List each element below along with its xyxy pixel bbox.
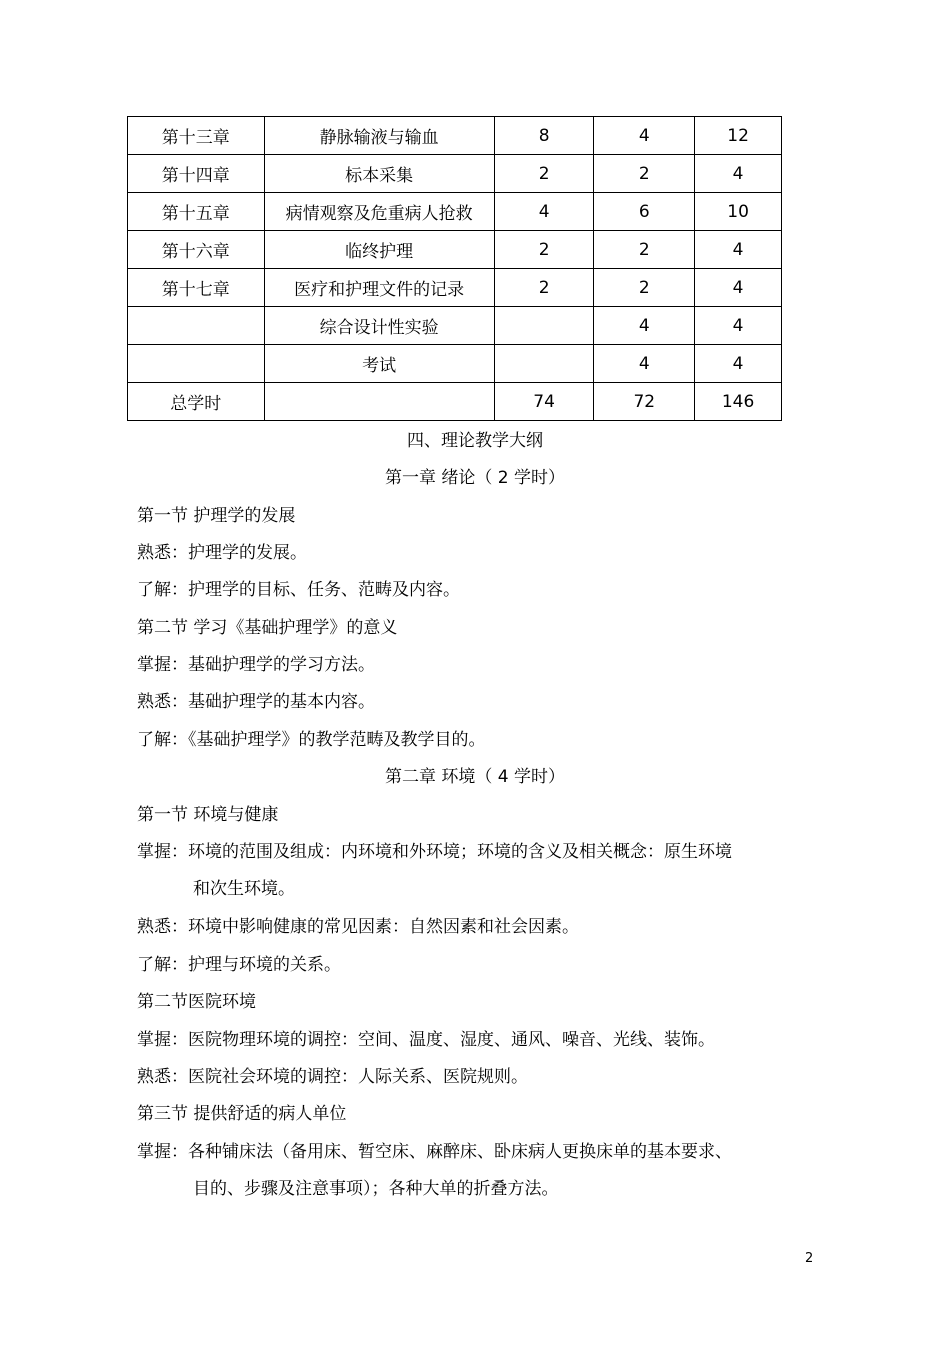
- chapter2-title: 第二章 环境（ 4 学时）: [384, 767, 566, 787]
- table-row: [128, 155, 782, 193]
- chapter1-section2-title: 第二节 学习《基础护理学》的意义: [137, 618, 398, 638]
- chapter2-section3-title: 第三节 提供舒适的病人单位: [137, 1104, 347, 1124]
- chapter1-section2-line1: 掌握：基础护理学的学习方法。: [137, 655, 375, 675]
- practice-hours-cell: 4: [594, 117, 695, 155]
- section-title: 四、理论教学大纲: [407, 431, 543, 451]
- chapter-cell: [128, 307, 265, 345]
- chapter2-section3-line1a: 掌握：各种铺床法（备用床、暂空床、麻醉床、卧床病人更换床单的基本要求、: [137, 1142, 732, 1162]
- chapter2-section3-line1b: 目的、步骤及注意事项）；各种大单的折叠方法。: [193, 1179, 559, 1199]
- practice-hours-cell: 6: [594, 193, 695, 231]
- chapter-cell: 第十七章: [128, 269, 265, 307]
- theory-hours-cell: [494, 345, 594, 383]
- total-hours-cell: 4: [695, 307, 782, 345]
- topic-cell: 临终护理: [264, 231, 494, 269]
- chapter2-section1-line1b: 和次生环境。: [193, 879, 295, 899]
- table-row: [128, 383, 782, 421]
- chapter1-title: 第一章 绪论（ 2 学时）: [384, 468, 566, 488]
- chapter1-section1-title: 第一节 护理学的发展: [137, 506, 296, 526]
- theory-hours-cell: 74: [494, 383, 594, 421]
- table-row: [128, 193, 782, 231]
- chapter-cell: 总学时: [128, 383, 265, 421]
- practice-hours-cell: 4: [594, 345, 695, 383]
- chapter2-section1-title: 第一节 环境与健康: [137, 805, 279, 825]
- chapter-cell: 第十五章: [128, 193, 265, 231]
- practice-hours-cell: 2: [594, 231, 695, 269]
- total-hours-cell: 4: [695, 269, 782, 307]
- theory-hours-cell: 2: [494, 231, 594, 269]
- chapter1-section1-line2: 了解：护理学的目标、任务、范畴及内容。: [137, 580, 460, 600]
- chapter2-section2-title: 第二节医院环境: [137, 992, 256, 1012]
- topic-cell: 综合设计性实验: [264, 307, 494, 345]
- chapter-cell: 第十四章: [128, 155, 265, 193]
- theory-hours-cell: 2: [494, 269, 594, 307]
- chapter2-section1-line2: 熟悉：环境中影响健康的常见因素：自然因素和社会因素。: [137, 917, 579, 937]
- table-row: [128, 345, 782, 383]
- chapter1-section2-line2: 熟悉：基础护理学的基本内容。: [137, 692, 375, 712]
- theory-hours-cell: 8: [494, 117, 594, 155]
- chapter-cell: [128, 345, 265, 383]
- total-hours-cell: 146: [695, 383, 782, 421]
- theory-hours-cell: 2: [494, 155, 594, 193]
- table-row: [128, 307, 782, 345]
- class-hours-table-body: [128, 117, 782, 421]
- topic-cell: [264, 383, 494, 421]
- chapter1-section1-line1: 熟悉：护理学的发展。: [137, 543, 307, 563]
- total-hours-cell: 4: [695, 155, 782, 193]
- theory-hours-cell: 4: [494, 193, 594, 231]
- table-row: [128, 231, 782, 269]
- practice-hours-cell: 72: [594, 383, 695, 421]
- total-hours-cell: 10: [695, 193, 782, 231]
- chapter2-section2-line2: 熟悉：医院社会环境的调控：人际关系、医院规则。: [137, 1067, 528, 1087]
- topic-cell: 标本采集: [264, 155, 494, 193]
- topic-cell: 病情观察及危重病人抢救: [264, 193, 494, 231]
- topic-cell: 医疗和护理文件的记录: [264, 269, 494, 307]
- chapter-cell: 第十三章: [128, 117, 265, 155]
- practice-hours-cell: 2: [594, 155, 695, 193]
- table-row: [128, 269, 782, 307]
- table-row: [128, 117, 782, 155]
- class-hours-table: [127, 116, 782, 421]
- page-number: 2: [805, 1251, 814, 1266]
- practice-hours-cell: 2: [594, 269, 695, 307]
- practice-hours-cell: 4: [594, 307, 695, 345]
- chapter2-section2-line1: 掌握：医院物理环境的调控：空间、温度、湿度、通风、噪音、光线、装饰。: [137, 1030, 715, 1050]
- topic-cell: 考试: [264, 345, 494, 383]
- chapter2-section1-line3: 了解：护理与环境的关系。: [137, 955, 341, 975]
- chapter1-section2-line3: 了解：《基础护理学》的教学范畴及教学目的。: [137, 730, 486, 750]
- chapter2-section1-line1a: 掌握：环境的范围及组成：内环境和外环境；环境的含义及相关概念：原生环境: [137, 842, 732, 862]
- chapter-cell: 第十六章: [128, 231, 265, 269]
- total-hours-cell: 12: [695, 117, 782, 155]
- total-hours-cell: 4: [695, 345, 782, 383]
- total-hours-cell: 4: [695, 231, 782, 269]
- theory-hours-cell: [494, 307, 594, 345]
- topic-cell: 静脉输液与输血: [264, 117, 494, 155]
